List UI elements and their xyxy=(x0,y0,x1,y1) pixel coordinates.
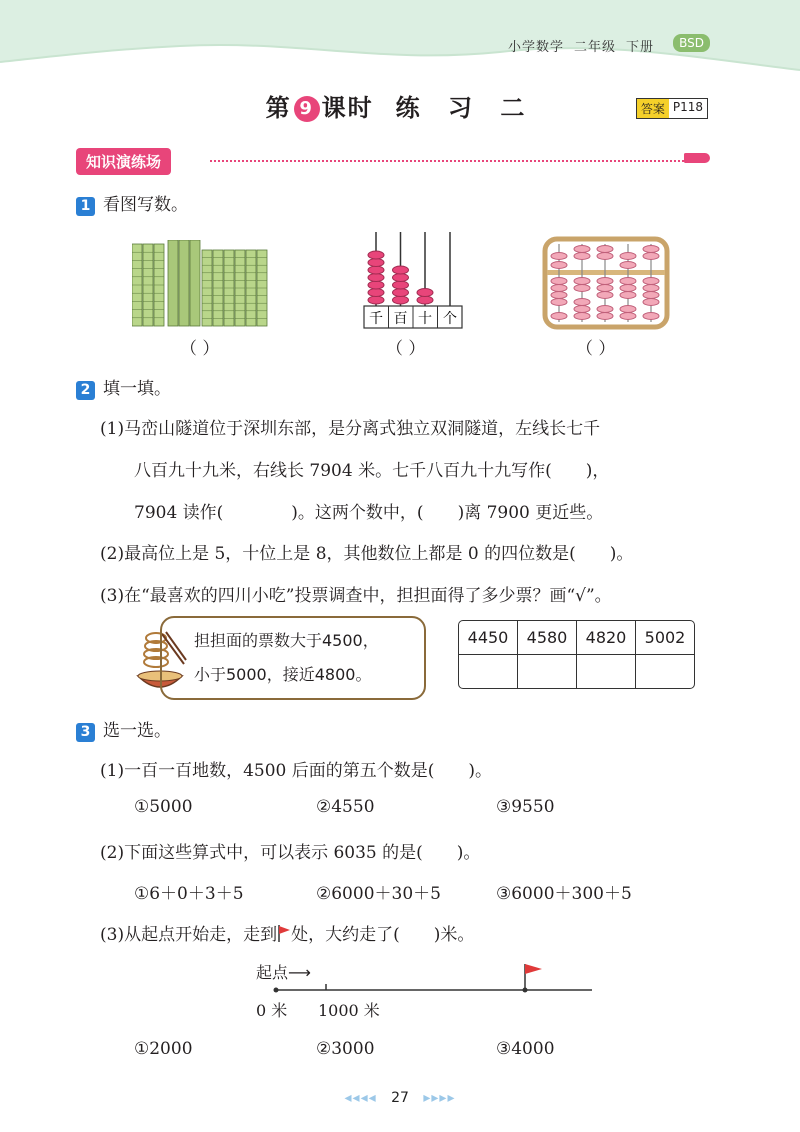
bead xyxy=(574,253,590,260)
table-cell: 4580 xyxy=(518,621,577,655)
q3-part2: (2)下面这些算式中，可以表示 6035 的是( )。 xyxy=(100,843,481,863)
bead xyxy=(597,253,613,260)
bead xyxy=(368,266,384,274)
bead xyxy=(393,296,409,304)
bead xyxy=(417,289,433,297)
speech-line-2: 小于5000，接近4800。 xyxy=(194,665,372,684)
bead xyxy=(551,285,567,292)
prev-arrows-icon: ◂◂◂◂ xyxy=(344,1090,377,1106)
page-number: 27 xyxy=(391,1090,409,1106)
option[interactable]: ①6＋0＋3＋5 xyxy=(134,884,244,904)
vote-options-table xyxy=(458,620,695,689)
bead xyxy=(551,292,567,299)
title-prefix: 第 xyxy=(265,94,292,122)
option[interactable]: ①5000 xyxy=(134,797,193,817)
bead xyxy=(620,253,636,260)
q2-part3: (3)在“最喜欢的四川小吃”投票调查中，担担面得了多少票？画“√”。 xyxy=(100,586,612,606)
page-footer xyxy=(0,1090,800,1106)
bead xyxy=(643,278,659,285)
question-text: 填一填。 xyxy=(103,379,171,399)
speech-line-1: 担担面的票数大于4500， xyxy=(194,631,379,650)
start-text: 起点 xyxy=(256,963,289,982)
pencil-icon xyxy=(684,153,710,163)
bead xyxy=(368,296,384,304)
bead xyxy=(551,262,567,269)
section-tag: 知识演练场 xyxy=(76,148,171,175)
bead xyxy=(643,292,659,299)
answer-blank[interactable]: （ ） xyxy=(576,339,616,359)
question-number: 3 xyxy=(76,723,95,742)
answer-label: 答案 xyxy=(637,99,669,118)
q2-part1-line2: 八百九十九米，右线长 7904 米。七千八百九十九写作( )， xyxy=(134,461,610,481)
q2-part2: (2)最高位上是 5，十位上是 8，其他数位上都是 0 的四位数是( )。 xyxy=(100,544,634,564)
option[interactable]: ②6000＋30＋5 xyxy=(316,884,441,904)
bead xyxy=(597,306,613,313)
question-3 xyxy=(76,716,171,742)
bead xyxy=(643,246,659,253)
question-number: 2 xyxy=(76,381,95,400)
bead xyxy=(643,299,659,306)
bead xyxy=(574,278,590,285)
question-1 xyxy=(76,190,188,216)
table-cell: 4820 xyxy=(577,621,636,655)
option[interactable]: ①2000 xyxy=(134,1039,193,1059)
bead xyxy=(551,253,567,260)
table-cell: 5002 xyxy=(636,621,694,655)
bead xyxy=(551,299,567,306)
abacus-label-thousands: 千 xyxy=(369,311,383,327)
bead xyxy=(597,246,613,253)
bead xyxy=(368,251,384,259)
bead xyxy=(620,285,636,292)
bead xyxy=(368,289,384,297)
speech-bubble xyxy=(160,616,426,700)
q3-part1: (1)一百一百地数，4500 后面的第五个数是( )。 xyxy=(100,761,493,781)
q3-part3 xyxy=(100,920,474,945)
bead xyxy=(551,278,567,285)
question-number: 1 xyxy=(76,197,95,216)
option[interactable]: ③4000 xyxy=(496,1039,555,1059)
check-cell[interactable] xyxy=(459,655,518,688)
bead xyxy=(643,253,659,260)
bead xyxy=(597,285,613,292)
grade-label: 二年级 xyxy=(573,40,616,55)
bead xyxy=(393,289,409,297)
distance-line xyxy=(266,956,606,1000)
answer-ref[interactable] xyxy=(636,98,708,119)
lesson-number: 9 xyxy=(294,96,320,122)
bead xyxy=(368,281,384,289)
answer-blank[interactable]: （ ） xyxy=(386,339,426,359)
q3-part3-a: (3)从起点开始走，走到 xyxy=(100,925,278,945)
abacus-label-hundreds: 百 xyxy=(393,311,408,327)
check-cell[interactable] xyxy=(577,655,636,688)
frame-abacus-image xyxy=(542,236,672,330)
section-divider xyxy=(210,160,700,162)
title-suffix: 课时 xyxy=(321,94,374,122)
option[interactable]: ③9550 xyxy=(496,797,555,817)
question-text: 看图写数。 xyxy=(103,195,188,215)
bead xyxy=(620,292,636,299)
bead xyxy=(393,274,409,282)
option[interactable]: ②4550 xyxy=(316,797,375,817)
bead xyxy=(417,296,433,304)
bead xyxy=(620,313,636,320)
bead xyxy=(597,313,613,320)
question-text: 选一选。 xyxy=(103,721,171,741)
volume-label: 下册 xyxy=(625,40,654,55)
bead xyxy=(597,292,613,299)
q3-part3-b: 处，大约走了( )米。 xyxy=(291,925,475,945)
bead xyxy=(620,278,636,285)
bead xyxy=(574,299,590,306)
bead xyxy=(643,313,659,320)
check-cell[interactable] xyxy=(636,655,694,688)
bead xyxy=(620,262,636,269)
edition-badge: BSD xyxy=(673,34,710,52)
table-cell: 4450 xyxy=(459,621,518,655)
cube-column xyxy=(179,240,189,326)
bead xyxy=(393,266,409,274)
abacus-label-tens: 十 xyxy=(418,311,432,327)
axis-label-zero: 0 米 xyxy=(256,1001,288,1020)
question-2 xyxy=(76,374,171,400)
lesson-name: 练 习 二 xyxy=(395,94,535,122)
q2-part1-line1: (1)马峦山隧道位于深圳东部，是分离式独立双洞隧道，左线长七千 xyxy=(100,419,601,439)
abacus-image xyxy=(362,228,466,330)
bead xyxy=(574,313,590,320)
bead xyxy=(597,278,613,285)
arrow-icon: ⟶ xyxy=(288,963,311,982)
bead xyxy=(368,274,384,282)
abacus-label-ones: 个 xyxy=(443,311,457,327)
option[interactable]: ②3000 xyxy=(316,1039,375,1059)
bead xyxy=(368,259,384,267)
bead xyxy=(643,285,659,292)
next-arrows-icon: ▸▸▸▸ xyxy=(423,1090,456,1106)
flag-icon xyxy=(525,964,542,974)
flag-icon xyxy=(277,924,291,942)
bead xyxy=(574,285,590,292)
subject-label: 小学数学 xyxy=(507,40,564,55)
cube-column xyxy=(168,240,178,326)
answer-page: P118 xyxy=(672,100,703,114)
cube-column xyxy=(190,240,200,326)
bead xyxy=(393,281,409,289)
answer-blank[interactable]: （ ） xyxy=(180,339,220,359)
thousand-cubes-image xyxy=(132,240,292,330)
bead xyxy=(574,246,590,253)
check-cell[interactable] xyxy=(518,655,577,688)
q2-part1-line3: 7904 读作( )。这两个数中，( )离 7900 更近些。 xyxy=(134,503,604,523)
option[interactable]: ③6000＋300＋5 xyxy=(496,884,632,904)
bead xyxy=(551,313,567,320)
bead xyxy=(620,306,636,313)
bead xyxy=(574,306,590,313)
axis-label-1000: 1000 米 xyxy=(318,1001,380,1020)
